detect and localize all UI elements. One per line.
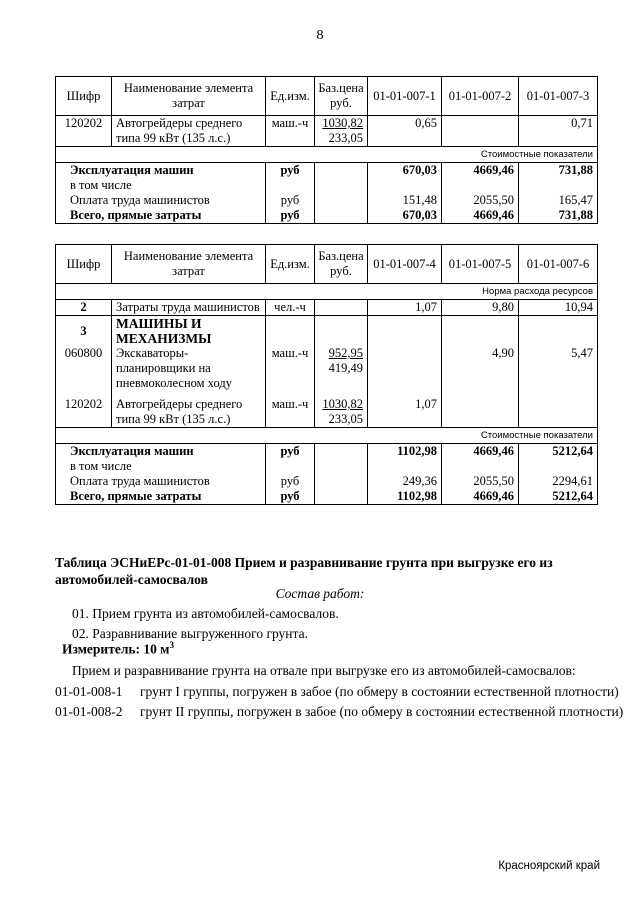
summary-row [56, 193, 598, 208]
row-price [315, 116, 368, 147]
summary-value-3: 5212,64 [519, 444, 598, 460]
summary-value-3 [519, 459, 598, 474]
rate-text: грунт I группы, погружен в забое (по обмеру в состоянии естественной плотности) [140, 684, 619, 699]
table-row [56, 116, 598, 147]
section-title: Таблица ЭСНиЕРс-01-01-008 Прием и разравнивание грунта при выгрузке его из автомобилей-самосвалов [55, 555, 553, 587]
price-sub: 233,05 [328, 131, 363, 145]
price-main: 1030,82 [322, 397, 363, 411]
row-value-2 [442, 391, 519, 428]
summary-empty [315, 444, 368, 460]
section-description: Прием и разравнивание грунта на отвале при выгрузке его из автомобилей-самосвалов: [72, 663, 576, 678]
group-name-line: МАШИНЫ И [116, 316, 202, 331]
footer-region: Красноярский край [498, 860, 600, 872]
header-col-3: 01-01-007-3 [519, 77, 598, 116]
summary-row [56, 444, 598, 460]
summary-value-2: 4669,46 [442, 444, 519, 460]
separator-row [56, 428, 598, 444]
row-code: 120202 [56, 391, 112, 428]
row-unit: маш.-ч [266, 391, 315, 428]
row-value-1: 1,07 [368, 300, 442, 316]
row-name-line: Автогрейдеры среднего [116, 116, 243, 130]
summary-value-2: 2055,50 [442, 193, 519, 208]
row-name [112, 116, 266, 147]
row-value-1 [368, 346, 442, 391]
row-name-line: Автогрейдеры среднего [116, 397, 243, 411]
group-name [112, 316, 266, 347]
summary-value-3: 2294,61 [519, 474, 598, 489]
row-value-1 [368, 316, 442, 347]
header-col-4: 01-01-007-4 [368, 245, 442, 284]
header-col-2: 01-01-007-2 [442, 77, 519, 116]
summary-unit: руб [266, 208, 315, 224]
row-unit: маш.-ч [266, 346, 315, 391]
row-value-1: 0,65 [368, 116, 442, 147]
summary-value-3: 731,88 [519, 163, 598, 179]
row-name [112, 346, 266, 391]
header-col-6: 01-01-007-6 [519, 245, 598, 284]
summary-row [56, 459, 598, 474]
row-value-3: 10,94 [519, 300, 598, 316]
row-price [315, 346, 368, 391]
table-row [56, 346, 598, 391]
summary-row [56, 474, 598, 489]
header-name: Наименование элемента затрат [112, 77, 266, 116]
separator-row [56, 147, 598, 163]
summary-value-3 [519, 178, 598, 193]
summary-value-1 [368, 459, 442, 474]
summary-value-3: 731,88 [519, 208, 598, 224]
summary-name: в том числе [56, 459, 266, 474]
group-name-line: МЕХАНИЗМЫ [116, 331, 212, 346]
header-code: Шифр [56, 245, 112, 284]
row-price [315, 300, 368, 316]
row-code: 060800 [56, 346, 112, 391]
summary-name: Всего, прямые затраты [56, 489, 266, 505]
summary-empty [315, 208, 368, 224]
summary-row [56, 163, 598, 179]
row-value-3: 5,47 [519, 346, 598, 391]
measure-label: Измеритель: 10 м [62, 641, 170, 657]
row-value-3 [519, 391, 598, 428]
table-row [56, 391, 598, 428]
header-name: Наименование элемента затрат [112, 245, 266, 284]
summary-value-1: 1102,98 [368, 444, 442, 460]
row-name-line: Экскаваторы- [116, 346, 189, 360]
table-row [56, 300, 598, 316]
row-value-2 [442, 316, 519, 347]
resource-table-2 [55, 244, 598, 505]
page-number: 8 [316, 28, 324, 43]
row-price [315, 316, 368, 347]
summary-name: Оплата труда машинистов [56, 474, 266, 489]
group-code: 3 [56, 316, 112, 347]
header-price: Баз.цена руб. [315, 77, 368, 116]
summary-name: Эксплуатация машин [56, 444, 266, 460]
row-unit: чел.-ч [266, 300, 315, 316]
group-row [56, 316, 598, 347]
table-header-row [56, 77, 598, 116]
row-name-line: типа 99 кВт (135 л.с.) [116, 412, 231, 426]
summary-row [56, 178, 598, 193]
summary-value-3: 5212,64 [519, 489, 598, 505]
header-unit: Ед.изм. [266, 77, 315, 116]
summary-unit [266, 459, 315, 474]
rate-code: 01-01-008-2 [55, 704, 123, 719]
header-col-5: 01-01-007-5 [442, 245, 519, 284]
summary-name: Оплата труда машинистов [56, 193, 266, 208]
work-item: 02. Разравнивание выгруженного грунта. [72, 626, 308, 641]
summary-name: в том числе [56, 178, 266, 193]
price-sub: 419,49 [328, 361, 363, 375]
row-value-2 [442, 116, 519, 147]
measure-unit [62, 640, 174, 658]
row-name-line: типа 99 кВт (135 л.с.) [116, 131, 231, 145]
row-value-3: 0,71 [519, 116, 598, 147]
summary-value-1: 670,03 [368, 163, 442, 179]
summary-unit: руб [266, 489, 315, 505]
summary-empty [315, 178, 368, 193]
row-code: 2 [56, 300, 112, 316]
summary-value-2: 4669,46 [442, 489, 519, 505]
separator-label: Норма расхода ресурсов [56, 284, 598, 300]
separator-label: Стоимостные показатели [56, 147, 598, 163]
summary-empty [315, 474, 368, 489]
summary-value-3: 165,47 [519, 193, 598, 208]
row-price [315, 391, 368, 428]
row-value-3 [519, 316, 598, 347]
summary-unit: руб [266, 444, 315, 460]
table-header-row [56, 245, 598, 284]
summary-name: Всего, прямые затраты [56, 208, 266, 224]
work-item: 01. Прием грунта из автомобилей-самосвалов. [72, 606, 339, 621]
row-name-line: пневмоколесном ходу [116, 376, 232, 390]
summary-value-2 [442, 178, 519, 193]
summary-row [56, 489, 598, 505]
header-price: Баз.цена руб. [315, 245, 368, 284]
row-value-2: 9,80 [442, 300, 519, 316]
price-main: 952,95 [328, 346, 363, 360]
resource-table-1 [55, 76, 598, 224]
row-unit: маш.-ч [266, 116, 315, 147]
summary-empty [315, 193, 368, 208]
separator-row [56, 284, 598, 300]
rate-text: грунт II группы, погружен в забое (по обмеру в состоянии естественной плотности) [140, 704, 624, 719]
summary-value-1: 151,48 [368, 193, 442, 208]
header-unit: Ед.изм. [266, 245, 315, 284]
row-name [112, 391, 266, 428]
summary-value-1: 1102,98 [368, 489, 442, 505]
summary-value-1 [368, 178, 442, 193]
separator-label: Стоимостные показатели [56, 428, 598, 444]
row-unit [266, 316, 315, 347]
row-name-line: планировщики на [116, 361, 211, 375]
summary-empty [315, 459, 368, 474]
row-name: Затраты труда машинистов [112, 300, 266, 316]
summary-unit: руб [266, 474, 315, 489]
summary-empty [315, 163, 368, 179]
summary-value-2: 4669,46 [442, 163, 519, 179]
summary-unit: руб [266, 193, 315, 208]
summary-value-2 [442, 459, 519, 474]
row-value-1: 1,07 [368, 391, 442, 428]
price-sub: 233,05 [328, 412, 363, 426]
summary-name: Эксплуатация машин [56, 163, 266, 179]
summary-unit: руб [266, 163, 315, 179]
summary-value-1: 670,03 [368, 208, 442, 224]
price-main: 1030,82 [322, 116, 363, 130]
summary-unit [266, 178, 315, 193]
summary-row [56, 208, 598, 224]
summary-value-2: 2055,50 [442, 474, 519, 489]
row-code: 120202 [56, 116, 112, 147]
rate-code: 01-01-008-1 [55, 684, 123, 699]
summary-value-1: 249,36 [368, 474, 442, 489]
work-composition-heading: Состав работ: [275, 586, 365, 601]
header-col-1: 01-01-007-1 [368, 77, 442, 116]
row-value-2: 4,90 [442, 346, 519, 391]
summary-empty [315, 489, 368, 505]
header-code: Шифр [56, 77, 112, 116]
summary-value-2: 4669,46 [442, 208, 519, 224]
measure-superscript: 3 [169, 640, 174, 650]
